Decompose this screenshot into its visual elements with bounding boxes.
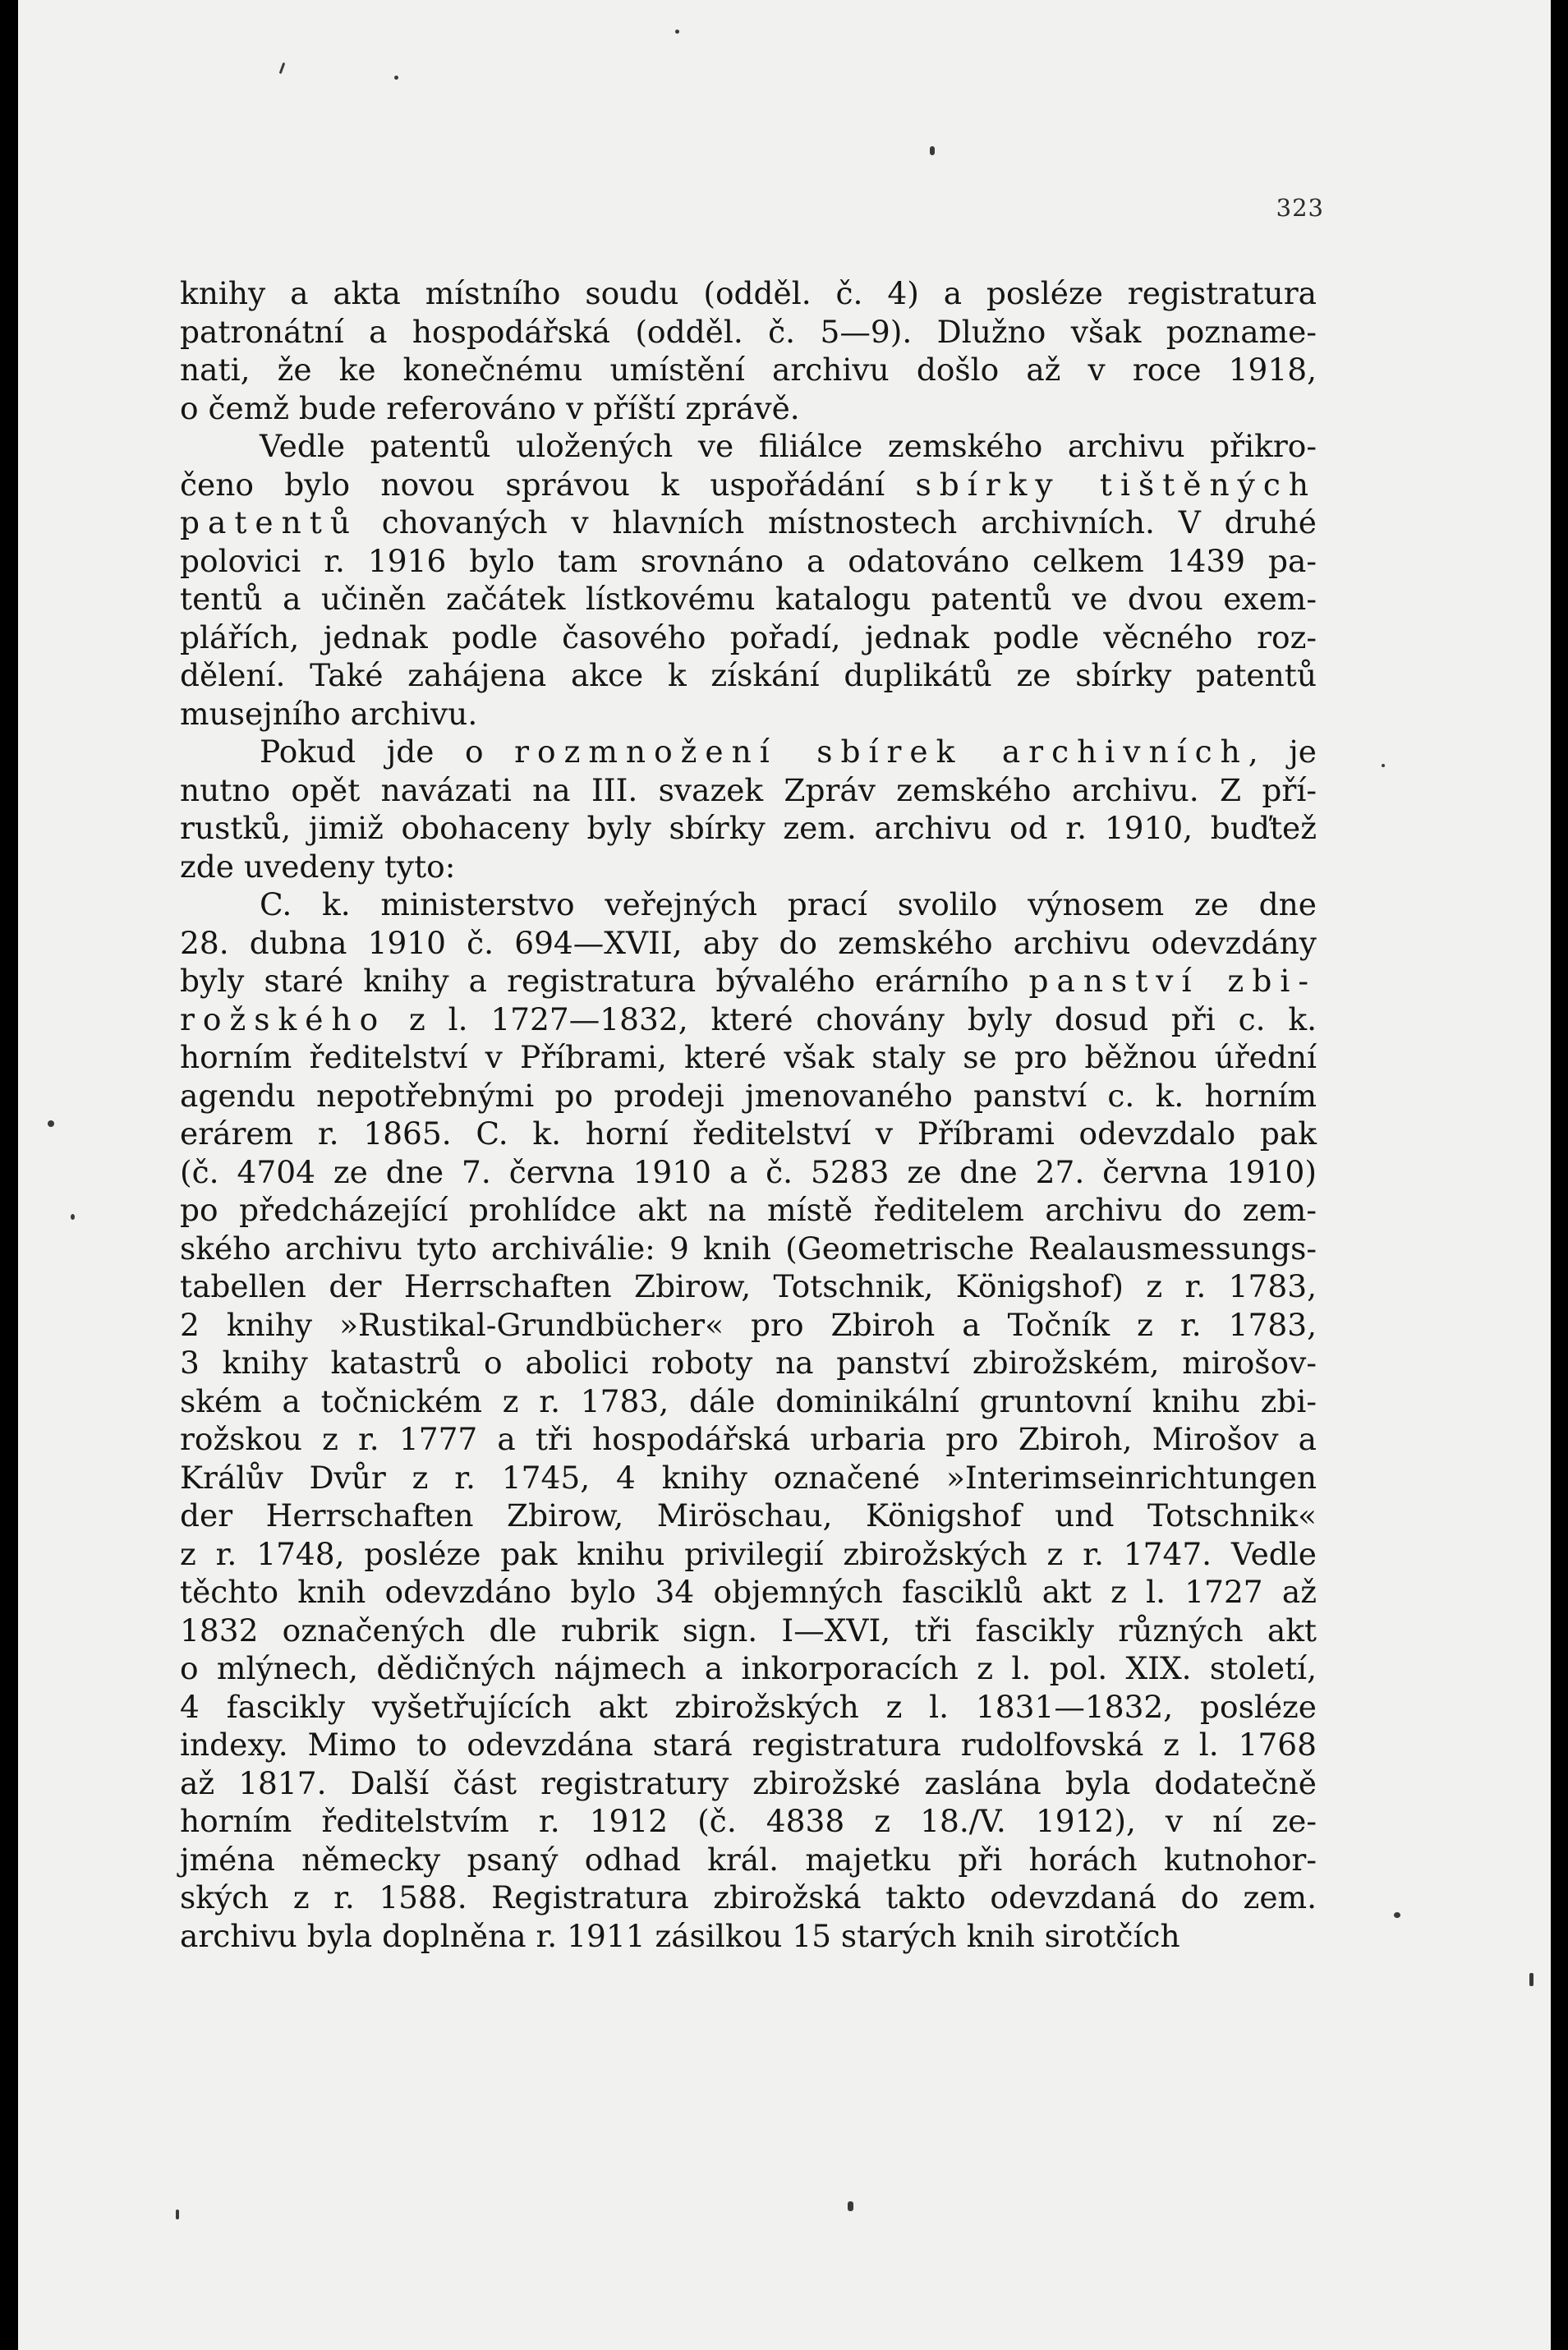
text-run: (č. 4704 ze dne 7. června 1910 a č. 5283 ze dne 27. června 1910) (180, 1153, 1317, 1190)
paragraph (180, 274, 1317, 427)
text-run: rustků, jimiž obohaceny byly sbírky zem. archivu od r. 1910, buďtež (180, 810, 1317, 846)
text-run: Králův Dvůr z r. 1745, 4 knihy označené »Interimseinrichtungen (180, 1459, 1317, 1496)
paragraph (180, 427, 1317, 733)
text-run: horním ředitelstvím r. 1912 (č. 4838 z 18./V. 1912), v ní ze- (180, 1803, 1317, 1839)
text-run: horním ředitelství v Příbrami, které však staly se pro běžnou úřední (180, 1039, 1317, 1075)
scan-speck (1382, 764, 1385, 767)
text-run: 4 fascikly vyšetřujících akt zbirožských z l. 1831—1832, posléze (180, 1688, 1317, 1725)
text-run: , je (1248, 734, 1317, 770)
text-run: C. k. ministerstvo veřejných prací svolilo výnosem ze dne (260, 886, 1317, 922)
text-line (180, 1649, 1317, 1688)
text-run: agendu nepotřebnými po prodeji jmenovaného panství c. k. horním (180, 1077, 1317, 1114)
spaced-emphasis: sbírky tištěných (915, 466, 1317, 503)
text-line (180, 1802, 1317, 1841)
text-run: polovici r. 1916 bylo tam srovnáno a odatováno celkem 1439 pa- (180, 542, 1317, 579)
text-line (180, 1535, 1317, 1574)
text-run: 28. dubna 1910 č. 694—XVII, aby do zemského archivu odevzdány (180, 924, 1317, 961)
text-run: knihy a akta místního soudu (odděl. č. 4) a posléze registratura (180, 275, 1317, 311)
text-line (180, 619, 1317, 657)
scan-speck (176, 2210, 179, 2219)
text-line (180, 1115, 1317, 1153)
text-line (180, 1726, 1317, 1764)
text-line (180, 1573, 1317, 1612)
text-run: tentů a učiněn začátek lístkovému katalogu patentů ve dvou exem- (180, 581, 1317, 617)
text-run: ského archivu tyto archiválie: 9 knih (Geometrische Realausmessungs- (180, 1230, 1317, 1267)
scan-speck (930, 146, 935, 155)
scan-speck (279, 62, 286, 74)
scan-speck (48, 1120, 54, 1127)
text-line (180, 1344, 1317, 1382)
text-run: plářích, jednak podle časového pořadí, jednak podle věcného roz- (180, 619, 1317, 655)
spaced-emphasis: rožského (180, 1000, 387, 1037)
text-line (180, 427, 1317, 466)
text-run: byly staré knihy a registratura bývalého erárního (180, 963, 1029, 999)
spaced-emphasis: panství zbi- (1028, 963, 1317, 999)
text-run: ském a točnickém z r. 1783, dále dominikální gruntovní knihu zbi- (180, 1382, 1317, 1419)
text-line (180, 504, 1317, 542)
scan-speck (71, 1214, 75, 1220)
text-run: z l. 1727—1832, které chovány byly dosud při c. k. (386, 1000, 1317, 1037)
scan-speck (848, 2201, 853, 2211)
text-line (180, 1688, 1317, 1727)
text-line (180, 1917, 1317, 1956)
text-run: nutno opět navázati na III. svazek Zpráv zemského archivu. Z pří- (180, 771, 1317, 808)
text-run: nati, že ke konečnému umístění archivu došlo až v roce 1918, (180, 352, 1317, 388)
text-run: ských z r. 1588. Registratura zbirožská takto odevzdaná do zem. (180, 1879, 1317, 1915)
text-body (180, 274, 1317, 1955)
text-line (180, 274, 1317, 313)
text-line (180, 542, 1317, 581)
text-run: o mlýnech, dědičných nájmech a inkorporacích z l. pol. XIX. století, (180, 1650, 1317, 1686)
text-line (180, 1000, 1317, 1039)
text-line (180, 733, 1317, 771)
text-line (180, 962, 1317, 1000)
text-run: 3 knihy katastrů o abolici roboty na panství zbirožském, mirošov- (180, 1345, 1317, 1381)
text-line (180, 848, 1317, 886)
spaced-emphasis: patentů (180, 504, 358, 540)
text-line (180, 885, 1317, 924)
paragraph (180, 733, 1317, 885)
text-run: erárem r. 1865. C. k. horní ředitelství v Příbrami odevzdalo pak (180, 1115, 1317, 1152)
text-line (180, 1382, 1317, 1421)
text-line (180, 1879, 1317, 1917)
text-line (180, 771, 1317, 810)
text-line (180, 1841, 1317, 1879)
text-line (180, 695, 1317, 734)
text-run: tabellen der Herrschaften Zbirow, Totschnik, Königshof) z r. 1783, (180, 1268, 1317, 1304)
text-line (180, 466, 1317, 504)
text-line (180, 1420, 1317, 1459)
text-line (180, 1497, 1317, 1535)
text-run: Pokud jde o (260, 734, 515, 770)
text-run: 2 knihy »Rustikal-Grundbücher« pro Zbiroh a Točník z r. 1783, (180, 1306, 1317, 1343)
text-run: dělení. Také zahájena akce k získání duplikátů ze sbírky patentů (180, 657, 1317, 693)
text-line (180, 924, 1317, 963)
scan-speck (394, 76, 398, 80)
text-run: po předcházející prohlídce akt na místě ředitelem archivu do zem- (180, 1192, 1317, 1228)
scan-speck (1394, 1912, 1400, 1918)
text-run: indexy. Mimo to odevzdána stará registratura rudolfovská z l. 1768 (180, 1727, 1317, 1763)
page-number: 323 (1276, 194, 1324, 222)
text-run: rožskou z r. 1777 a tři hospodářská urbaria pro Zbiroh, Mirošov a (180, 1421, 1317, 1457)
text-run: archivu byla doplněna r. 1911 zásilkou 15 starých knih sirotčích (180, 1917, 1180, 1954)
text-line (180, 313, 1317, 352)
text-line (180, 1038, 1317, 1077)
text-run: čeno bylo novou správou k uspořádání (180, 466, 916, 503)
text-line (180, 1230, 1317, 1268)
text-line (180, 1267, 1317, 1306)
text-line (180, 351, 1317, 389)
text-run: musejního archivu. (180, 695, 478, 732)
text-run: der Herrschaften Zbirow, Miröschau, Königshof und Totschnik« (180, 1497, 1317, 1534)
scan-speck (1529, 1973, 1534, 1986)
text-line (180, 1191, 1317, 1230)
text-run: chovaných v hlavních místnostech archivních. V druhé (358, 504, 1317, 540)
text-run: těchto knih odevzdáno bylo 34 objemných fasciklů akt z l. 1727 až (180, 1574, 1317, 1610)
text-line (180, 1153, 1317, 1192)
text-run: 1832 označených dle rubrik sign. I—XVI, tři fascikly různých akt (180, 1612, 1317, 1649)
text-run: z r. 1748, posléze pak knihu privilegií zbirožských z r. 1747. Vedle (180, 1535, 1317, 1572)
text-line (180, 809, 1317, 848)
text-run: zde uvedeny tyto: (180, 848, 456, 885)
text-run: až 1817. Další část registratury zbirožské zaslána byla dodatečně (180, 1764, 1317, 1801)
document-page (18, 0, 1551, 2350)
text-line (180, 389, 1317, 428)
scan-speck (675, 30, 679, 34)
text-run: jména německy psaný odhad král. majetku při horách kutnohor- (180, 1841, 1317, 1878)
text-run: o čemž bude referováno v příští zprávě. (180, 389, 800, 426)
paragraph (180, 885, 1317, 1955)
text-line (180, 1306, 1317, 1345)
text-line (180, 1612, 1317, 1650)
text-line (180, 1459, 1317, 1497)
text-run: Vedle patentů uložených ve filiálce zemského archivu přikro- (260, 428, 1317, 464)
text-line (180, 1764, 1317, 1803)
spaced-emphasis: rozmnožení sbírek archivních (514, 734, 1248, 770)
text-line (180, 1077, 1317, 1115)
text-line (180, 656, 1317, 695)
text-run: patronátní a hospodářská (odděl. č. 5—9). Dlužno však poznamе- (180, 313, 1317, 350)
text-line (180, 580, 1317, 619)
